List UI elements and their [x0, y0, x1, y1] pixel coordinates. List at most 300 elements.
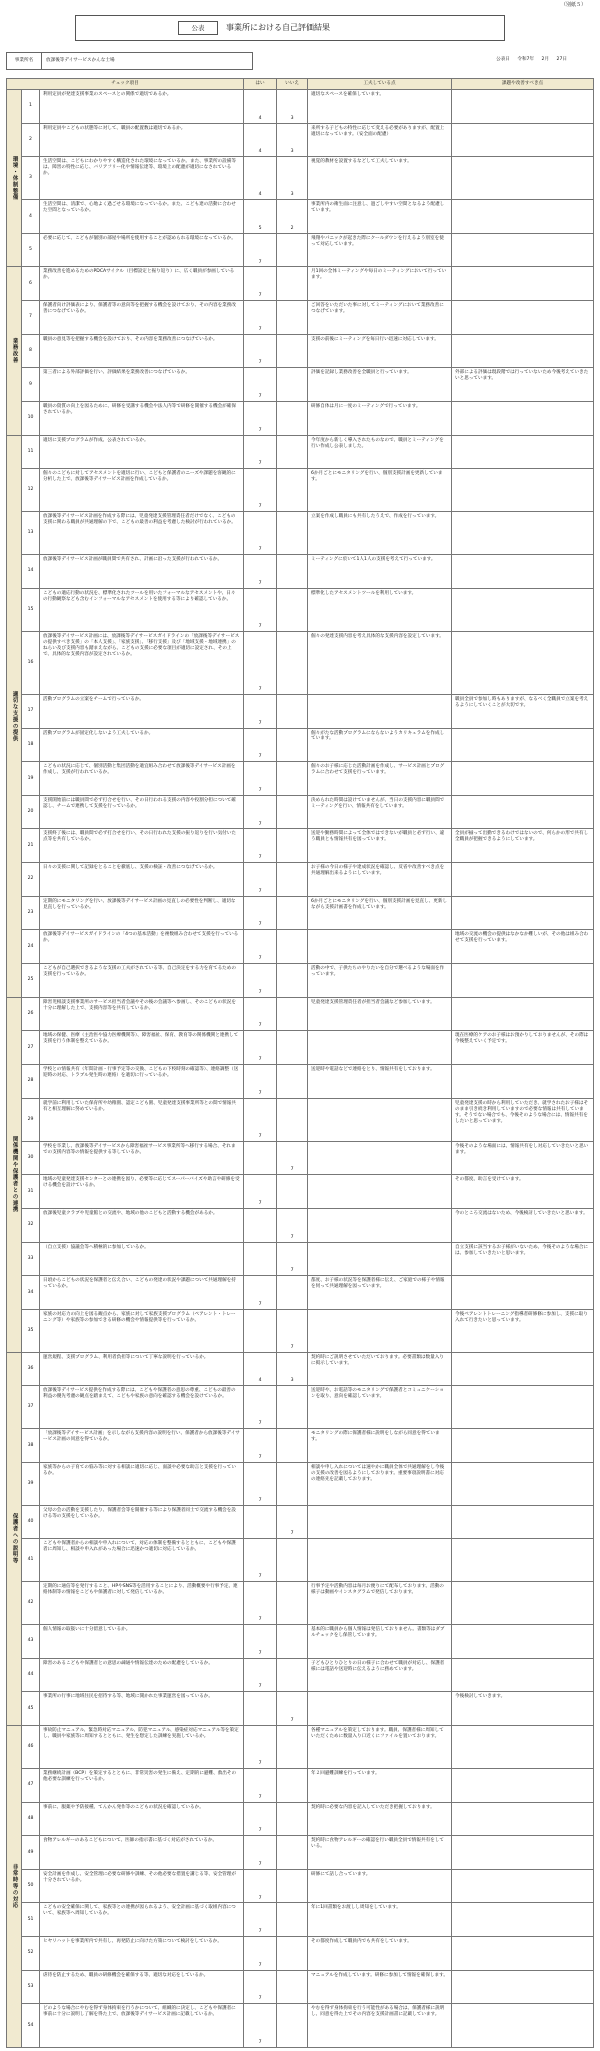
yes-count: 7 — [244, 762, 277, 796]
works-note: 基本的に職員から個人情報は発信しておりません。書類等はダブルチェックをし保管しています。 — [308, 1625, 452, 1659]
check-item: 「放課後等デイサービス計画」を示しながら支援内容の説明を行い、保護者から放課後等デイサービス計画の同意を得ているか。 — [40, 1429, 244, 1463]
category-label: 非常時等の対応 — [7, 1726, 22, 2048]
check-item: 放課後等デイサービス計画を作成する際には、児童発達支援管理責任者だけでなく、こどもの支援に関わる職員が共通理解の下で、こどもの最善の利益を考慮した検討が行われているか。 — [40, 512, 244, 555]
issues-note — [452, 762, 594, 796]
no-count: 7 — [277, 1242, 308, 1276]
works-note: 立案を作成し職員にも共有したうえで、作成を行っています。 — [308, 512, 452, 555]
item-number: 54 — [22, 2004, 40, 2048]
check-item: こどもの適応行動の状況を、標準化されたツールを用いたフォーマルなアセスメントや、日々の行動観察なども含むインフォーマルなアセスメントを使用する等により確認しているか。 — [40, 588, 244, 631]
table-row — [7, 896, 594, 930]
works-note: 契約時に食物アレルギーの確認を行い職員全員で情報共有をしている。 — [308, 1836, 452, 1870]
table-row — [7, 762, 594, 796]
issues-note — [452, 301, 594, 335]
issues-note: 自立支援に該当するお子様がいないため、今後そのような場合には、参加していきたいと思います。 — [452, 1242, 594, 1276]
issues-note — [452, 1065, 594, 1099]
issues-note — [452, 1970, 594, 2004]
item-number: 42 — [22, 1582, 40, 1625]
item-number: 45 — [22, 1692, 40, 1726]
yes-count: 7 — [244, 795, 277, 829]
works-note: 評価を記録し業務改善を全職員と行っています。 — [308, 368, 452, 402]
no-count: 7 — [277, 1208, 308, 1242]
yes-count: 7 — [244, 1031, 277, 1065]
yes-count: 7 — [244, 1582, 277, 1625]
no-count — [277, 1903, 308, 1937]
works-note: 年に1回書類をお渡しし周知をしています。 — [308, 1903, 452, 1937]
yes-count: 7 — [244, 631, 277, 694]
table-row — [7, 301, 594, 335]
no-count — [277, 1726, 308, 1769]
check-item: 個々のこどもに対してアセスメントを適切に行い、こどもと保護者のニーズや課題を客観的に分析した上で、放課後等デイサービス計画を作成しているか。 — [40, 469, 244, 512]
office-row — [6, 52, 593, 70]
check-item: 支援開始前には職員間で必ず打合せを行い、その日行われる支援の内容や役割分担について確認し、チームで連携して支援を行っているか。 — [40, 795, 244, 829]
no-count — [277, 631, 308, 694]
no-count — [277, 896, 308, 930]
yes-count: 7 — [244, 334, 277, 368]
issues-note — [452, 555, 594, 589]
issues-note — [452, 1625, 594, 1659]
no-count — [277, 267, 308, 301]
works-note — [308, 1505, 452, 1539]
item-number: 15 — [22, 588, 40, 631]
no-count — [277, 829, 308, 863]
public-badge: 公表 — [178, 21, 218, 35]
issues-note — [452, 896, 594, 930]
table-row — [7, 1582, 594, 1625]
issues-note: 今後検討していきます。 — [452, 1692, 594, 1726]
item-number: 43 — [22, 1625, 40, 1659]
table-row — [7, 233, 594, 267]
works-note: 視覚的教材を設置するなどして工夫しています。 — [308, 157, 452, 200]
yes-count: 7 — [244, 1768, 277, 1802]
item-number: 2 — [22, 123, 40, 157]
yes-count: 7 — [244, 1970, 277, 2004]
works-note — [308, 1031, 452, 1065]
item-number: 37 — [22, 1386, 40, 1429]
item-number: 31 — [22, 1175, 40, 1209]
table-row — [7, 728, 594, 762]
table-row — [7, 1098, 594, 1141]
issues-note — [452, 90, 594, 124]
table-row — [7, 694, 594, 728]
works-note: マニュアルを作成しています。研修に参加して情報を確保します。 — [308, 1970, 452, 2004]
no-count — [277, 1869, 308, 1903]
table-row — [7, 1836, 594, 1870]
table-row — [7, 1352, 594, 1386]
item-number: 14 — [22, 555, 40, 589]
no-count — [277, 469, 308, 512]
issues-note — [452, 795, 594, 829]
table-row — [7, 1141, 594, 1175]
issues-note — [452, 1462, 594, 1505]
no-count — [277, 1768, 308, 1802]
item-number: 51 — [22, 1903, 40, 1937]
issues-note — [452, 469, 594, 512]
yes-count: 7 — [244, 1175, 277, 1209]
works-note: 標準化したアセスメントツールを利用しています。 — [308, 588, 452, 631]
works-note: 送迎時や、お電話等のモニタリングで保護者とコミュニケーションを取り、意向を確認しています。 — [308, 1386, 452, 1429]
issues-note — [452, 863, 594, 897]
works-note: 相談や申し入れについては速やかに職員全体で共通理解をし今後の支援の改善を図るようにしております。重要事項説明書に対応の連絡先を記載しております。 — [308, 1462, 452, 1505]
no-count — [277, 301, 308, 335]
works-note: 活動の中で、子供たちのやりたいを自分で選べるような場面を作っています。 — [308, 964, 452, 998]
item-number: 49 — [22, 1836, 40, 1870]
issues-note — [452, 1429, 594, 1463]
yes-count: 7 — [244, 1386, 277, 1429]
yes-count: 7 — [244, 964, 277, 998]
item-number: 28 — [22, 1065, 40, 1099]
table-row — [7, 1869, 594, 1903]
issues-note — [452, 1802, 594, 1836]
yes-count — [244, 1242, 277, 1276]
table-row — [7, 555, 594, 589]
works-note — [308, 1242, 452, 1276]
no-count: 3 — [277, 1352, 308, 1386]
table-row — [7, 829, 594, 863]
table-row — [7, 123, 594, 157]
publication-date — [490, 57, 567, 63]
check-item: 障害児相談支援事業所のサービス担当者会議やその後の会議等へ参画し、そのこどもの状況を十分に理解した上で、支援内容等を共有しているか。 — [40, 997, 244, 1031]
no-count — [277, 1970, 308, 2004]
works-note: 6か月ごとにモニタリングを行い、個別支援計画を見直し、更新しながら支援計画書を作成しています。 — [308, 896, 452, 930]
works-note: ご回答をいただいた事に対してミーティングにおいて業務改善につなげています。 — [308, 301, 452, 335]
issues-note — [452, 1539, 594, 1582]
issues-note — [452, 2004, 594, 2048]
category-label: 保護者への説明等 — [7, 1352, 22, 1725]
no-count — [277, 368, 308, 402]
check-item: 活動プログラムが固定化しないよう工夫しているか。 — [40, 728, 244, 762]
table-row — [7, 588, 594, 631]
issues-note — [452, 1582, 594, 1625]
works-note: 各種マニュアルを策定しております。職員、保護者様に周知していただくために数量入り口近くにファイルを置いております。 — [308, 1726, 452, 1769]
item-number: 18 — [22, 728, 40, 762]
table-row — [7, 1462, 594, 1505]
item-number: 33 — [22, 1242, 40, 1276]
form-number: （別紙５） — [560, 2, 586, 8]
item-number: 12 — [22, 469, 40, 512]
table-row — [7, 631, 594, 694]
table-row — [7, 1903, 594, 1937]
works-note — [308, 930, 452, 964]
works-note: モニタリングの際に保護者様に説明をしながら同意を得ています。 — [308, 1429, 452, 1463]
category-label: 関係機関や保護者との連携 — [7, 997, 22, 1352]
pub-label: 公表日 — [496, 57, 510, 62]
table-row — [7, 1386, 594, 1429]
item-number: 3 — [22, 157, 40, 200]
header-works: 工夫している点 — [308, 79, 452, 90]
works-note: やむを得ず身体拘束を行う可能性がある場合は、保護者様に説明し、同意を得た上でその内容を支援計画書に記載しています。 — [308, 2004, 452, 2048]
check-item: 地域の保健、医療（主治医や協力医療機関等）、障害福祉、保育、教育等の関係機関と連携して支援を行う体制を整えているか。 — [40, 1031, 244, 1065]
works-note: 契約時にご説明させていただいております。必要書類は数量入りに掲示しています。 — [308, 1352, 452, 1386]
works-note: 適切なスペースを確保しています。 — [308, 90, 452, 124]
table-row — [7, 1802, 594, 1836]
works-note: 子どもひとりひとりの日の様子に合わせて職員が対応し、保護者様には電話や送迎時に伝えるように務めています。 — [308, 1658, 452, 1692]
no-count: 3 — [277, 90, 308, 124]
issues-note — [452, 1836, 594, 1870]
no-count — [277, 1065, 308, 1099]
issues-note — [452, 157, 594, 200]
no-count — [277, 1462, 308, 1505]
check-item: 生活空間は、清潔で、心地よく過ごせる環境になっているか。また、こども達の活動に合わせた空間となっているか。 — [40, 200, 244, 234]
item-number: 25 — [22, 964, 40, 998]
issues-note — [452, 631, 594, 694]
check-item: 第三者による外部評価を行い、評価結果を業務改善につなげているか。 — [40, 368, 244, 402]
yes-count: 7 — [244, 1869, 277, 1903]
issues-note — [452, 728, 594, 762]
item-number: 7 — [22, 301, 40, 335]
works-note: 行事予定や活動内容は毎月お便りにて配布しております。活動の様子は動画やインスタグラムで発信しております。 — [308, 1582, 452, 1625]
works-note: 個々の発達支援内容を考え具体的な支援内容を設定しています。 — [308, 631, 452, 694]
no-count — [277, 512, 308, 555]
item-number: 48 — [22, 1802, 40, 1836]
yes-count: 4 — [244, 123, 277, 157]
issues-note — [452, 1903, 594, 1937]
item-number: 41 — [22, 1539, 40, 1582]
works-note: ミーティングに於いて1人1人の支援を考えて行っています。 — [308, 555, 452, 589]
issues-note: 地域の交流の機会の提供はなかなか難しいが、その他は組み合わせて支援を行っています。 — [452, 930, 594, 964]
check-item: 必要に応じて、こどもが個別の部屋や場所を使用することが認められる環境になっているか。 — [40, 233, 244, 267]
table-row — [7, 1625, 594, 1659]
issues-note — [452, 1658, 594, 1692]
works-note — [308, 1175, 452, 1209]
issues-note: 今後ペアレントトレーニング指導者研修修に参加し、支援に取り入れて行きたいと思っています。 — [452, 1309, 594, 1352]
table-row — [7, 90, 594, 124]
no-count — [277, 694, 308, 728]
category-label: 業務改善 — [7, 267, 22, 435]
issues-note — [452, 267, 594, 301]
item-number: 10 — [22, 402, 40, 436]
table-row — [7, 997, 594, 1031]
check-item: こどもが自己選択できるような支援の工夫がされている等、自己決定をする力を育てるための支援を行っているか。 — [40, 964, 244, 998]
issues-note — [452, 1386, 594, 1429]
check-item: 利用定員が発達支援事業のスペースとの関係で適切であるか。 — [40, 90, 244, 124]
category-label: 適切な支援の提供 — [7, 435, 22, 997]
table-row — [7, 1505, 594, 1539]
table-row — [7, 1276, 594, 1310]
issues-note: 職員全員で参加し時もありますが、なるべく全職員で立案を考えるようにしていくことが大切です。 — [452, 694, 594, 728]
item-number: 21 — [22, 829, 40, 863]
works-note — [308, 1208, 452, 1242]
yes-count — [244, 1692, 277, 1726]
check-item: 学校との情報共有（年間計画・行事予定等の交換、こどもの下校時刻の確認等）、連絡調整（送迎時の対応、トラブル発生時の連絡）を適切に行っているか。 — [40, 1065, 244, 1099]
works-note: 送迎時や電話などで連絡をとり、情報共有をしております。 — [308, 1065, 452, 1099]
no-count — [277, 964, 308, 998]
works-note: 送迎や勤務時間によって全体ではできないが職員と必ず行い、違う職員とも情報共有を図っています。 — [308, 829, 452, 863]
works-note: 個々のお子様に応じた活動計画を作成し、サービス計画とプログラムに合わせて支援を行っています。 — [308, 762, 452, 796]
item-number: 11 — [22, 435, 40, 469]
table-row — [7, 1970, 594, 2004]
yes-count: 7 — [244, 555, 277, 589]
item-number: 17 — [22, 694, 40, 728]
issues-note — [452, 435, 594, 469]
table-body — [7, 90, 594, 2048]
check-item: 支援終了後には、職員間で必ず打合せを行い、その日行われた支援の振り返りを行い気付いた点等を共有しているか。 — [40, 829, 244, 863]
issues-note: 全員が揃って出勤できるわけではないので、何らかの形で共有し全職員が把握できるようにしています。 — [452, 829, 594, 863]
check-item: 業務継続計画（BCP）を策定するとともに、非常災害の発生に備え、定期的に避難、救出その他必要な訓練を行っているか。 — [40, 1768, 244, 1802]
check-item: 定期的に通信等を発行すること、HPやSNS等を活用することにより、活動概要や行事予定、連絡体制等の情報をこどもや保護者に対して発信しているか。 — [40, 1582, 244, 1625]
works-note: 契約時に必要な内容を記入していただき把握しております。 — [308, 1802, 452, 1836]
yes-count: 7 — [244, 1658, 277, 1692]
check-item: 地域の児童発達支援センターとの連携を図り、必要等に応じてスーパーバイズや助言や研修を受ける機会を設けているか。 — [40, 1175, 244, 1209]
item-number: 8 — [22, 334, 40, 368]
check-item: 放課後等デイサービス提供を作成する際には、こどもや保護者の意思の尊重、こどもの最善の利益の優先考慮の観点を踏まえて、こどもや家族の意向を確認する機会を設けているか。 — [40, 1386, 244, 1429]
works-note: 来所する子どもの特性に応じて変える必要がありますが、配置上適切になっています。（安全面の配慮） — [308, 123, 452, 157]
yes-count: 7 — [244, 301, 277, 335]
no-count: 7 — [277, 1692, 308, 1726]
issues-note: 現在医療的ケアのお子様はお預かりしておりませんが、その際は今後整えていく予定です。 — [452, 1031, 594, 1065]
item-number: 16 — [22, 631, 40, 694]
yes-count: 7 — [244, 728, 277, 762]
check-item: 職員の資質の向上を図るために、研修を受講する機会や法人内等で研修を開催する機会が確保されているか。 — [40, 402, 244, 436]
check-item: 安全計画を作成し、安全管理に必要な研修や訓練、その他必要な措置を講じる等、安全管理が十分されているか。 — [40, 1869, 244, 1903]
issues-note — [452, 233, 594, 267]
table-row — [7, 435, 594, 469]
works-note: 支援の前後にミーティングを毎日行い迅速に対応しています。 — [308, 334, 452, 368]
table-row — [7, 1937, 594, 1971]
header-issues: 課題や改善すべき点 — [452, 79, 594, 90]
item-number: 29 — [22, 1098, 40, 1141]
check-item: 事業所の行事に地域住民を招待する等、地域に開かれた事業運営を図っているか。 — [40, 1692, 244, 1726]
yes-count: 4 — [244, 157, 277, 200]
check-item: 虐待を防止するため、職員の研修機会を確保する等、適切な対応をしているか。 — [40, 1970, 244, 2004]
works-note — [308, 1309, 452, 1352]
issues-note: その都度、助言を受けています。 — [452, 1175, 594, 1209]
no-count: 7 — [277, 1141, 308, 1175]
yes-count — [244, 1141, 277, 1175]
check-item: 日頃からこどもの状況を保護者と伝え合い、こどもの発達の状況や課題について共通理解を持っているか。 — [40, 1276, 244, 1310]
no-count: 2 — [277, 200, 308, 234]
works-note: 6か月ごとにモニタリングを行い、個別支援計画を更新しています。 — [308, 469, 452, 512]
yes-count — [244, 1309, 277, 1352]
no-count — [277, 930, 308, 964]
item-number: 5 — [22, 233, 40, 267]
evaluation-table — [6, 78, 594, 2048]
yes-count: 7 — [244, 1539, 277, 1582]
table-row — [7, 1175, 594, 1209]
yes-count: 7 — [244, 1903, 277, 1937]
works-note — [308, 1141, 452, 1175]
table-row — [7, 267, 594, 301]
check-item: こどもの状況に応じて、個別活動と集団活動を適宜組み合わせて放課後等デイサービス計画を作成し、支援が行われているか。 — [40, 762, 244, 796]
issues-note — [452, 402, 594, 436]
check-item: ヒヤリハットを事業所内で共有し、再発防止に向けた方策について検討をしているか。 — [40, 1937, 244, 1971]
item-number: 47 — [22, 1768, 40, 1802]
table-row — [7, 1692, 594, 1726]
check-item: 就学前に利用していた保育所や幼稚園、認定こども園、児童発達支援事業所等との間で情報共有と相互理解に努めているか。 — [40, 1098, 244, 1141]
yes-count: 7 — [244, 930, 277, 964]
item-number: 32 — [22, 1208, 40, 1242]
issues-note — [452, 1937, 594, 1971]
works-note: その都度作成して職員内でも共有をしています。 — [308, 1937, 452, 1971]
works-note: 事業所内の衛生面に注意し、過ごしやすい空間となるよう配慮しています。 — [308, 200, 452, 234]
item-number: 23 — [22, 896, 40, 930]
works-note — [308, 694, 452, 728]
check-item: 学校を卒業し、放課後等デイサービスから障害福祉サービス事業所等へ移行する場合、それまでの支援内容等の情報を提供する等しているか。 — [40, 1141, 244, 1175]
item-number: 50 — [22, 1869, 40, 1903]
yes-count: 7 — [244, 1462, 277, 1505]
table-row — [7, 1031, 594, 1065]
check-item: 放課後等デイサービスガイドラインの「4つの基本活動」を複数組み合わせて支援を行っているか。 — [40, 930, 244, 964]
yes-count: 7 — [244, 863, 277, 897]
yes-count: 7 — [244, 233, 277, 267]
item-number: 44 — [22, 1658, 40, 1692]
issues-note — [452, 588, 594, 631]
works-note: 今年度から新しく導入されたものなので、職員とミーティングを行い作成し公表しました。 — [308, 435, 452, 469]
no-count: 3 — [277, 157, 308, 200]
no-count — [277, 2004, 308, 2048]
no-count — [277, 795, 308, 829]
check-item: 職員の意見等を把握する機会を設けており、その内容を業務改善につなげているか。 — [40, 334, 244, 368]
check-item: 業務改善を進めるためのPDCAサイクル（目標設定と振り返り）に、広く職員が参画しているか。 — [40, 267, 244, 301]
table-row — [7, 1065, 594, 1099]
item-number: 13 — [22, 512, 40, 555]
yes-count: 7 — [244, 469, 277, 512]
item-number: 19 — [22, 762, 40, 796]
yes-count: 7 — [244, 402, 277, 436]
check-item: （自立支援）協議会等へ積極的に参加しているか。 — [40, 1242, 244, 1276]
no-count — [277, 762, 308, 796]
issues-note — [452, 1276, 594, 1310]
table-header-row — [7, 79, 594, 90]
works-note: お子様の今日の様子や達成状況を確認し、反省や改善すべき点を共通理解出来るようにしています。 — [308, 863, 452, 897]
check-item: 活動プログラムの立案をチームで行っているか。 — [40, 694, 244, 728]
issues-note: 今後そのような場面には、情報共有をし対応していきたいと思います。 — [452, 1141, 594, 1175]
table-row — [7, 795, 594, 829]
table-row — [7, 1208, 594, 1242]
table-row — [7, 863, 594, 897]
yes-count: 5 — [244, 200, 277, 234]
check-item: どのような場合にやむを得ず身体拘束を行うかについて、組織的に決定し、こどもや保護者に事前に十分に説明し了解を得た上で、放課後等デイサービス計画に記載しているか。 — [40, 2004, 244, 2048]
issues-note — [452, 1505, 594, 1539]
issues-note — [452, 997, 594, 1031]
check-item: 事故防止マニュアル、緊急時対応マニュアル、防犯マニュアル、感染症対応マニュアル等を策定し、職員や家族等に周知するとともに、発生を想定した訓練を実施しているか。 — [40, 1726, 244, 1769]
works-note — [308, 1539, 452, 1582]
yes-count: 7 — [244, 694, 277, 728]
check-item: こどもや保護者からの相談や申入れについて、対応の体制を整備するとともに、こどもや保護者に周知し、相談や申入れがあった場合に迅速かつ適切に対応しているか。 — [40, 1539, 244, 1582]
no-count — [277, 1658, 308, 1692]
table-row — [7, 930, 594, 964]
item-number: 22 — [22, 863, 40, 897]
table-row — [7, 157, 594, 200]
table-row — [7, 469, 594, 512]
works-note — [308, 1692, 452, 1726]
check-item: 父母の会の活動を支援したり、保護者会等を開催する等により保護者同士で交流する機会を設ける等の支援をしているか。 — [40, 1505, 244, 1539]
item-number: 9 — [22, 368, 40, 402]
works-note: 月1回の全体ミーティングや毎日のミーティングにおいて行っています。 — [308, 267, 452, 301]
works-note: 研修自体は月に一度のミーティングで行っています。 — [308, 402, 452, 436]
check-item: 事前に、服薬や予防接種、てんかん発作等のこどもの状況を確認しているか。 — [40, 1802, 244, 1836]
yes-count — [244, 1208, 277, 1242]
issues-note: 児童発達支援の時から利用していただき、就学されたお子様はそのまま引き続き利用していますので必要な情報は共有しています。そうでない場合でも、今後そのような場合には、情報共有をしたいと思っています。 — [452, 1098, 594, 1141]
yes-count: 7 — [244, 2004, 277, 2048]
no-count — [277, 1031, 308, 1065]
yes-count: 4 — [244, 1352, 277, 1386]
issues-note — [452, 964, 594, 998]
check-item: 生活空間は、こどもにわかりやすく構造化された環境になっているか。また、事業所の設備等は、障害の特性に応じ、バリアフリー化や情報伝達等、環境上の配慮が適切になされているか。 — [40, 157, 244, 200]
item-number: 38 — [22, 1429, 40, 1463]
table-row — [7, 1309, 594, 1352]
header-yes: はい — [244, 79, 277, 90]
yes-count: 7 — [244, 368, 277, 402]
header-check: チェック項目 — [7, 79, 244, 90]
table-row — [7, 368, 594, 402]
issues-note — [452, 123, 594, 157]
works-note: 年２回避難訓練を行っています。 — [308, 1768, 452, 1802]
yes-count: 7 — [244, 435, 277, 469]
works-note: 都度、お子様の状況等を保護者様に伝え、ご家庭での様子や情報を伺って共通理解を図っています。 — [308, 1276, 452, 1310]
item-number: 30 — [22, 1141, 40, 1175]
item-number: 26 — [22, 997, 40, 1031]
no-count — [277, 1937, 308, 1971]
